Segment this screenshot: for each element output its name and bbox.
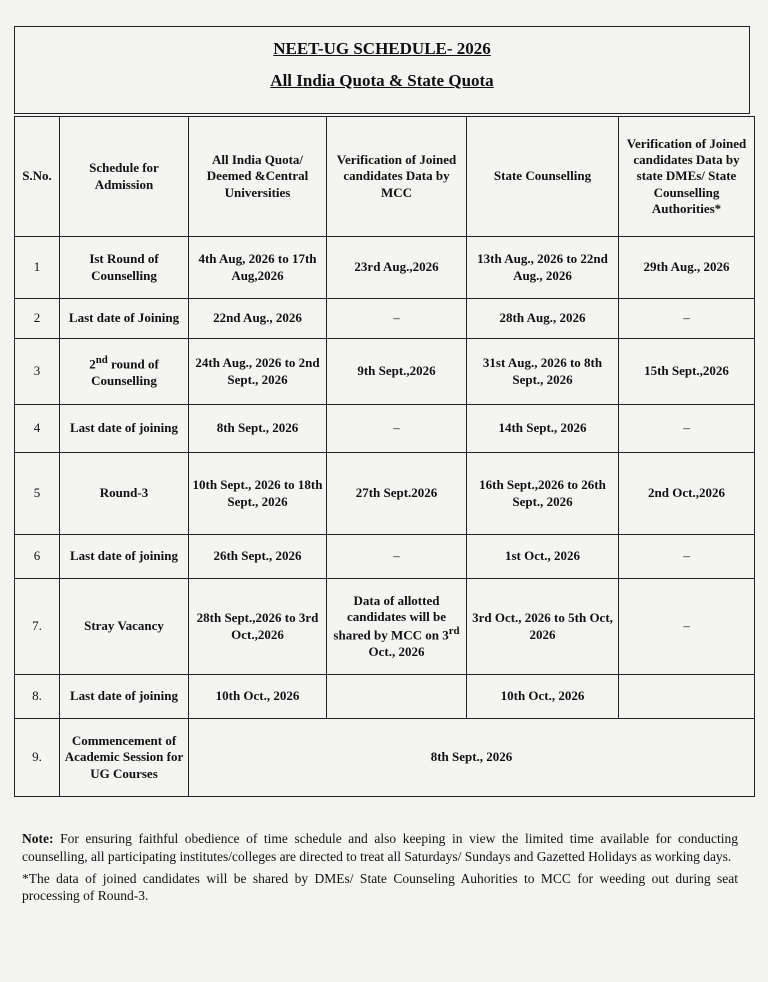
cell-schedule: Stray Vacancy [60, 579, 189, 675]
table-row [15, 237, 755, 299]
cell-verify-mcc: 27th Sept.2026 [327, 453, 467, 535]
cell-state: 14th Sept., 2026 [467, 405, 619, 453]
cell-verify-mcc: – [327, 535, 467, 579]
cell-state: 10th Oct., 2026 [467, 675, 619, 719]
col-header-verify-state: Verification of Joined candidates Data by state DMEs/ State Counselling Authorities* [619, 117, 755, 237]
cell-verify-mcc: – [327, 299, 467, 339]
table-row [15, 675, 755, 719]
cell-state: 16th Sept.,2026 to 26th Sept., 2026 [467, 453, 619, 535]
cell-sno: 9. [15, 719, 60, 797]
cell-state: 31st Aug., 2026 to 8th Sept., 2026 [467, 339, 619, 405]
table-row [15, 579, 755, 675]
cell-aiq: 22nd Aug., 2026 [189, 299, 327, 339]
ordinal-suffix: rd [448, 625, 460, 638]
cell-schedule [60, 339, 189, 405]
table-row [15, 453, 755, 535]
note-section [22, 830, 738, 905]
page-title: NEET-UG SCHEDULE- 2026 [273, 39, 491, 58]
table-row [15, 719, 755, 797]
note-text: For ensuring faithful obedience of time schedule and also keeping in view the limited time available for conducting counselling, all participating institutes/colleges are directed to treat all Saturdays/ Sundays and Gazetted Holidays as working days. [22, 831, 738, 864]
cell-sno: 8. [15, 675, 60, 719]
cell-aiq: 4th Aug, 2026 to 17th Aug,2026 [189, 237, 327, 299]
cell-state: 13th Aug., 2026 to 22nd Aug., 2026 [467, 237, 619, 299]
cell-verify-state: 29th Aug., 2026 [619, 237, 755, 299]
cell-sno: 1 [15, 237, 60, 299]
verify-text: Data of allotted candidates will be shared by MCC on 3 [333, 592, 449, 643]
ordinal-suffix: nd [95, 354, 108, 367]
cell-sno: 3 [15, 339, 60, 405]
cell-verify-state: – [619, 579, 755, 675]
cell-sno: 5 [15, 453, 60, 535]
col-header-aiq: All India Quota/ Deemed &Central Universities [189, 117, 327, 237]
schedule-prefix: 2 [89, 356, 96, 372]
cell-schedule: Last date of joining [60, 405, 189, 453]
verify-text-end: Oct., 2026 [368, 643, 425, 659]
cell-verify-mcc [327, 675, 467, 719]
cell-verify-state: 2nd Oct.,2026 [619, 453, 755, 535]
cell-verify-state [619, 675, 755, 719]
cell-schedule: Last date of joining [60, 535, 189, 579]
col-header-state: State Counselling [467, 117, 619, 237]
cell-sno: 4 [15, 405, 60, 453]
table-row [15, 535, 755, 579]
col-header-verify-mcc: Verification of Joined candidates Data by MCC [327, 117, 467, 237]
cell-aiq: 28th Sept.,2026 to 3rd Oct.,2026 [189, 579, 327, 675]
cell-schedule: Last date of joining [60, 675, 189, 719]
cell-sno: 6 [15, 535, 60, 579]
cell-schedule: Round-3 [60, 453, 189, 535]
cell-verify-state: – [619, 535, 755, 579]
table-row [15, 339, 755, 405]
cell-verify-mcc: 9th Sept.,2026 [327, 339, 467, 405]
cell-verify-state: 15th Sept.,2026 [619, 339, 755, 405]
cell-verify-state: – [619, 299, 755, 339]
cell-sno: 2 [15, 299, 60, 339]
cell-merged-date: 8th Sept., 2026 [189, 719, 755, 797]
table-row [15, 405, 755, 453]
col-header-sno: S.No. [15, 117, 60, 237]
cell-aiq: 26th Sept., 2026 [189, 535, 327, 579]
note-footnote: *The data of joined candidates will be shared by DMEs/ State Counseling Auhorities to MCC for weeding out during seat processing of Round-3. [22, 870, 738, 904]
note-label: Note: [22, 831, 54, 846]
cell-aiq: 24th Aug., 2026 to 2nd Sept., 2026 [189, 339, 327, 405]
cell-state: 3rd Oct., 2026 to 5th Oct, 2026 [467, 579, 619, 675]
cell-aiq: 10th Oct., 2026 [189, 675, 327, 719]
cell-schedule: Ist Round of Counselling [60, 237, 189, 299]
cell-aiq: 10th Sept., 2026 to 18th Sept., 2026 [189, 453, 327, 535]
note-paragraph [22, 830, 738, 866]
cell-aiq: 8th Sept., 2026 [189, 405, 327, 453]
cell-sno: 7. [15, 579, 60, 675]
cell-schedule: Last date of Joining [60, 299, 189, 339]
cell-verify-mcc: – [327, 405, 467, 453]
col-header-schedule: Schedule for Admission [60, 117, 189, 237]
schedule-suffix: round of Counselling [91, 356, 159, 388]
cell-schedule: Commencement of Academic Session for UG Courses [60, 719, 189, 797]
cell-verify-mcc: 23rd Aug.,2026 [327, 237, 467, 299]
header-row [15, 117, 755, 237]
cell-state: 28th Aug., 2026 [467, 299, 619, 339]
page-subtitle: All India Quota & State Quota [270, 71, 494, 90]
title-box [14, 26, 750, 114]
table-row [15, 299, 755, 339]
cell-verify-state: – [619, 405, 755, 453]
cell-verify-mcc [327, 579, 467, 675]
cell-state: 1st Oct., 2026 [467, 535, 619, 579]
schedule-table [14, 116, 755, 797]
